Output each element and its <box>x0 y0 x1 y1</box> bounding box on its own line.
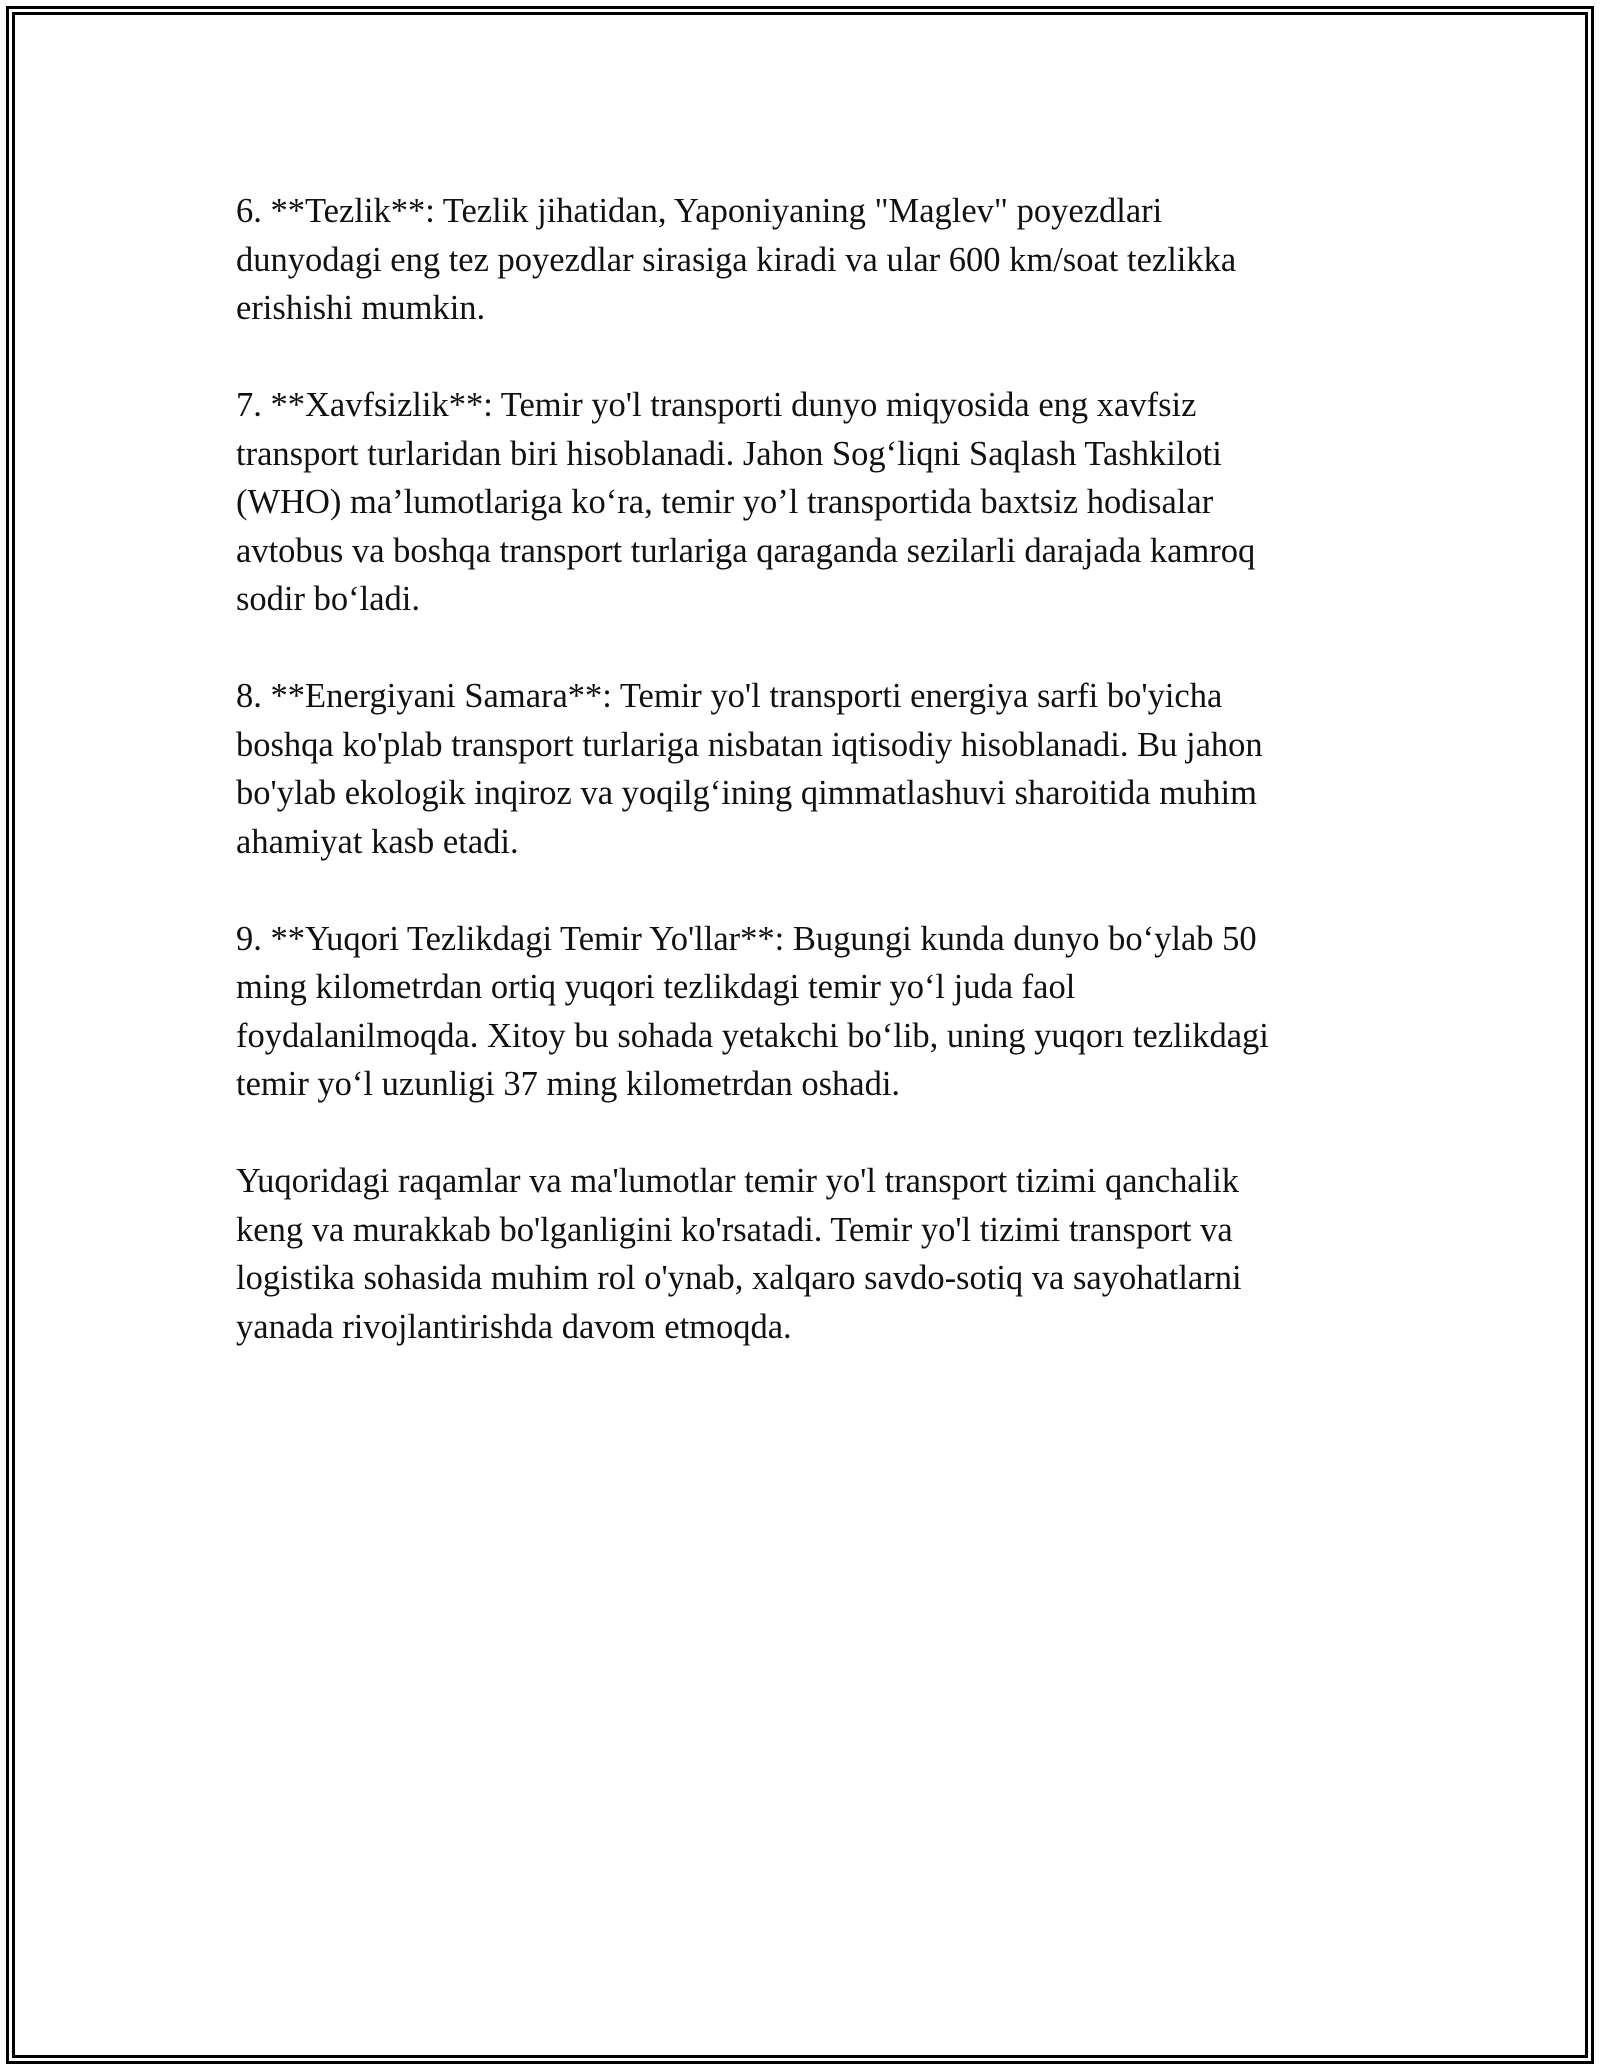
paragraph-speed: 6. **Tezlik**: Tezlik jihatidan, Yaponiyaning "Maglev" poyezdlari dunyodagi eng tez poyezdlar sirasiga kiradi va ular 600 km/soat tezlikka erishishi mumkin. <box>236 192 1237 327</box>
paragraph-high-speed-rail: 9. **Yuqori Tezlikdagi Temir Yo'llar**: Bugungi kunda dunyo bo‘ylab 50 ming kilometrdan ortiq yuqori tezlikdagi temir yo‘l juda faol foydalanilmoqda. Xitoy bu sohada yetakchi bo‘lib, uning yuqorı tezlikdagi temir yo‘l uzunligi 37 ming kilometrdan oshadi. <box>236 919 1269 1103</box>
paragraph-conclusion: Yuqoridagi raqamlar va ma'lumotlar temir yo'l transport tizimi qanchalik keng va murakkab bo'lganligini ko'rsatadi. Temir yo'l tizimi transport va logistika sohasida muhim rol o'ynab, xalqaro savdo-sotiq va sayohatlarni yanada rivojlantirishda davom etmoqda. <box>236 1162 1242 1346</box>
document-body <box>236 187 1376 1400</box>
paragraph-safety: 7. **Xavfsizlik**: Temir yo'l transporti dunyo miqyosida eng xavfsiz transport turlaridan biri hisoblanadi. Jahon Sog‘liqni Saqlash Tashkiloti (WHO) ma’lumotlariga ko‘ra, temir yo’l transportida baxtsiz hodisalar avtobus va boshqa transport turlariga qaraganda sezilarli darajada kamroq sodir bo‘ladi. <box>236 386 1256 618</box>
paragraph-energy-efficiency: 8. **Energiyani Samara**: Temir yo'l transporti energiya sarfi bo'yicha boshqa ko'plab transport turlariga nisbatan iqtisodiy hisoblanadi. Bu jahon bo'ylab ekologik inqiroz va yoqilg‘ining qimmatlashuvi sharoitida muhim ahamiyat kasb etadi. <box>236 677 1263 861</box>
